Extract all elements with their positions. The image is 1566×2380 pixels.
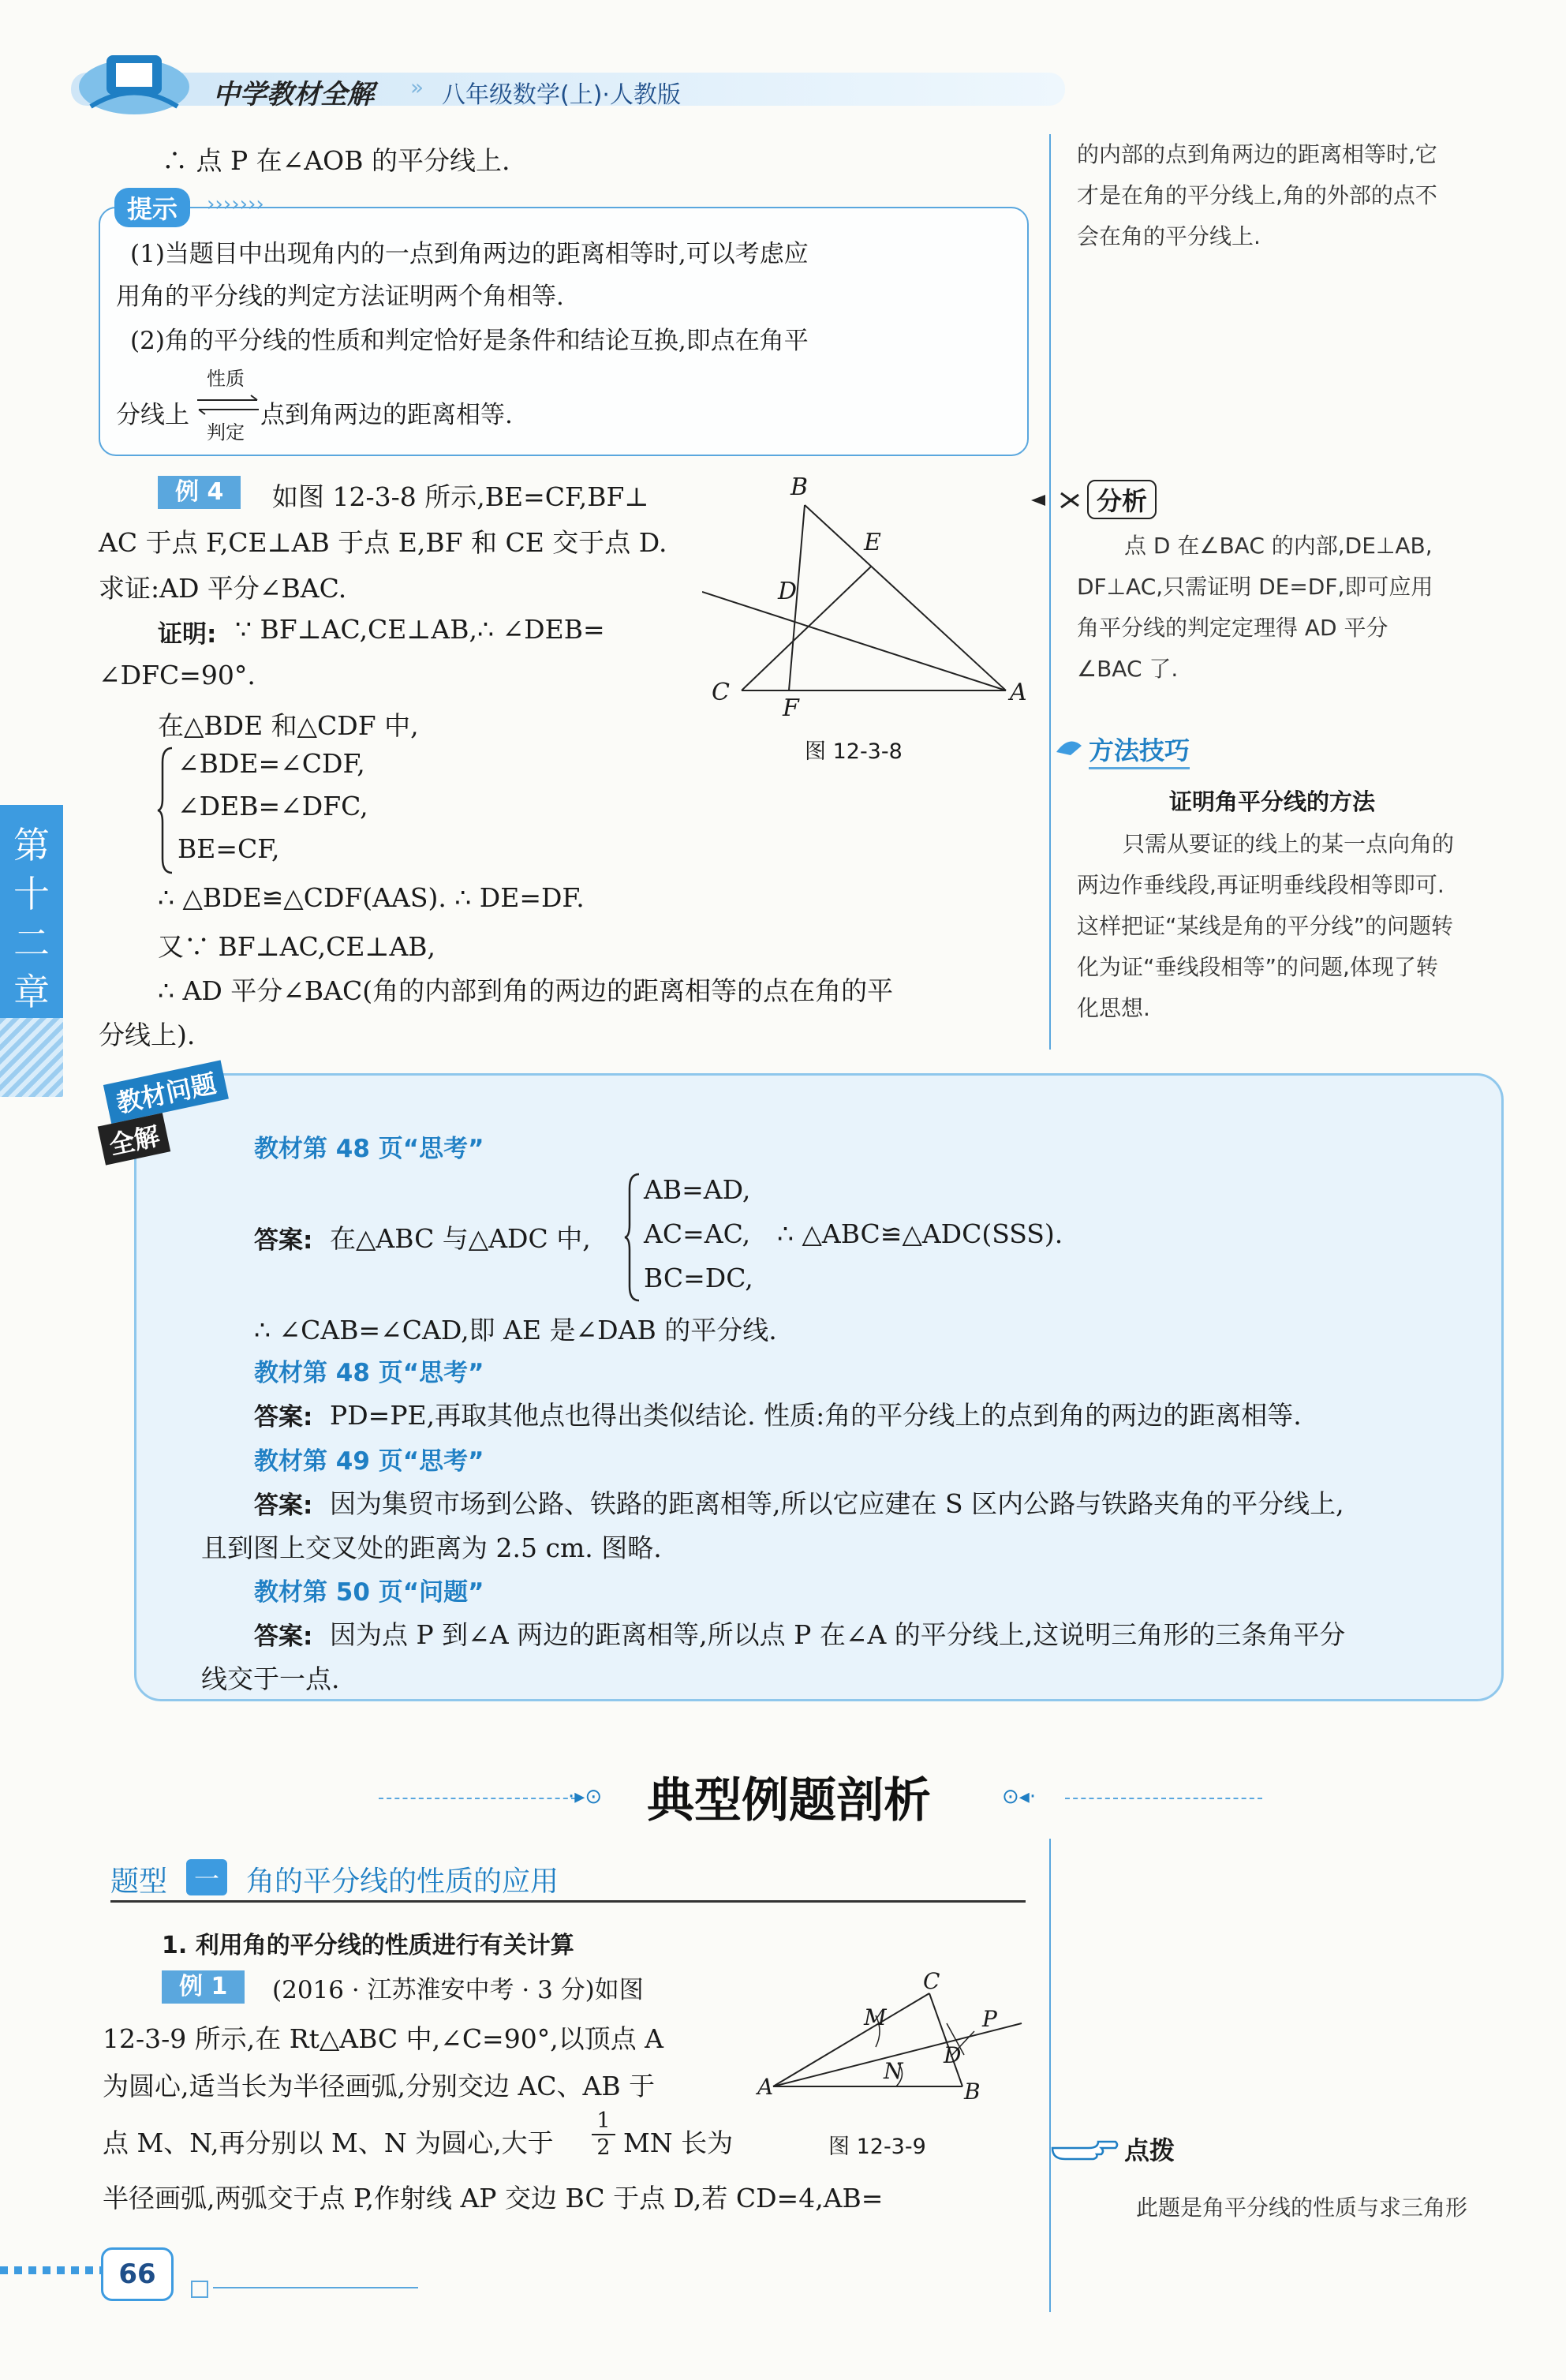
fig-label-C: C: [712, 679, 730, 706]
column-divider: [1049, 134, 1051, 1050]
chapter-char-4: 章: [13, 971, 50, 1013]
example1-tag: 例 1: [162, 1970, 245, 2004]
example1-fraction: [592, 2109, 615, 2161]
example1-l2: 12-3-9 所示,在 Rt△ABC 中,∠C=90°,以顶点 A: [103, 2023, 664, 2054]
tb-a4-label: 答案:: [254, 1622, 313, 1651]
tip-arrow-top: 性质: [207, 368, 245, 390]
tip-chevrons-icon: ›››››››: [207, 193, 264, 216]
analysis-label: 分析: [1087, 480, 1157, 519]
figure-12-3-8: [702, 473, 1033, 765]
chapter-char-3: 二: [13, 922, 50, 964]
example4-sys1: ∠BDE=∠CDF,: [178, 748, 365, 779]
section-rule-right: [1065, 1798, 1262, 1801]
frac-num: 1: [592, 2109, 615, 2135]
side-top-l1: 的内部的点到角两边的距离相等时,它: [1077, 141, 1437, 167]
proof-label: 证明:: [158, 620, 217, 649]
tb-a3b: 且到图上交叉处的距离为 2.5 cm. 图略.: [201, 1532, 662, 1563]
tb-a1-pre: 在△ABC 与△ADC 中,: [330, 1223, 591, 1254]
tip-p2b-pre: 分线上: [116, 401, 189, 429]
footer-rule: [213, 2287, 418, 2288]
fig-caption-12-3-8: 图 12-3-8: [805, 739, 903, 764]
hint-text: 此题是角平分线的性质与求三角形: [1136, 2195, 1468, 2221]
tip-p1b: 用角的平分线的判定方法证明两个角相等.: [116, 283, 564, 311]
fig2-label-D: D: [944, 2042, 962, 2068]
tb-a1-post: ∴ △ABC≌△ADC(SSS).: [777, 1218, 1063, 1249]
tb-a3-label: 答案:: [254, 1491, 313, 1520]
tb-q4: 教材第 50 页“问题”: [254, 1578, 484, 1607]
type1-num: 一: [186, 1859, 227, 1895]
example1-l4b: MN 长为: [623, 2127, 734, 2158]
type1-label: 题型: [110, 1865, 168, 1898]
tb-q1: 教材第 48 页“思考”: [254, 1135, 484, 1163]
example1-l1: (2016 · 江苏淮安中考 · 3 分)如图: [272, 1976, 644, 2004]
tb-q3: 教材第 49 页“思考”: [254, 1447, 484, 1476]
side-top-l3: 会在角的平分线上.: [1077, 223, 1261, 249]
header: [0, 0, 1566, 126]
tb-a1-line2: ∴ ∠CAB=∠CAD,即 AE 是∠DAB 的平分线.: [254, 1315, 777, 1345]
fig-label-B: B: [790, 473, 809, 501]
tb-a1-label: 答案:: [254, 1226, 313, 1255]
example4-p2: ∠DFC=90°.: [99, 660, 256, 690]
method-label: 方法技巧: [1089, 731, 1190, 769]
example4-p1: ∵ BF⊥AC,CE⊥AB,∴ ∠DEB=: [235, 614, 605, 645]
column-divider-bottom: [1049, 1839, 1051, 2312]
frac-den: 2: [596, 2135, 611, 2160]
type1-title: 角的平分线的性质的应用: [246, 1865, 559, 1898]
tip-p2a: (2)角的平分线的性质和判定恰好是条件和结论互换,即点在角平: [130, 327, 809, 355]
fig-label-A: A: [1010, 679, 1027, 706]
fig-label-E: E: [864, 529, 881, 556]
example4-p3: 在△BDE 和△CDF 中,: [158, 710, 419, 741]
example1-l5: 半径画弧,两弧交于点 P,作射线 AP 交边 BC 于点 D,若 CD=4,AB=: [103, 2183, 884, 2213]
analysis-l4: ∠BAC 了.: [1077, 656, 1179, 682]
tb-brace: [623, 1173, 642, 1302]
double-arrow-icon: [196, 391, 260, 414]
fig-caption-12-3-9: 图 12-3-9: [828, 2135, 926, 2159]
fig2-label-A: A: [757, 2074, 774, 2100]
method-l5: 化思想.: [1077, 995, 1150, 1021]
footer-box-icon: [191, 2281, 208, 2298]
hand-icon: [1049, 2127, 1120, 2162]
method-l3: 这样把证“某线是角的平分线”的问题转: [1077, 913, 1454, 939]
tb-q2: 教材第 48 页“思考”: [254, 1359, 484, 1387]
fig-label-F: F: [783, 694, 799, 722]
side-top-note: [1077, 134, 1519, 257]
method-icon: [1053, 734, 1085, 758]
method-l1: 只需从要证的线上的某一点向角的: [1123, 831, 1455, 857]
method-l2: 两边作垂线段,再证明垂线段相等即可.: [1077, 872, 1445, 898]
method-text: [1077, 824, 1519, 1029]
header-subtitle: 八年级数学(上)·人教版: [442, 81, 681, 109]
example4-p5: 又∵ BF⊥AC,CE⊥AB,: [158, 931, 436, 962]
example4-p6: ∴ AD 平分∠BAC(角的内部到角的两边的距离相等的点在角的平: [158, 975, 894, 1006]
tb-a2: PD=PE,再取其他点也得出类似结论. 性质:角的平分线上的点到角的两边的距离相等.: [330, 1400, 1302, 1431]
tip-p1a: (1)当题目中出现角内的一点到角两边的距离相等时,可以考虑应: [130, 240, 809, 268]
hint-label: 点拨: [1124, 2135, 1175, 2165]
tb-s2: AC=AC,: [644, 1218, 751, 1249]
chapter-char-2: 十: [13, 873, 50, 915]
tb-a2-label: 答案:: [254, 1403, 313, 1431]
analysis-l1: 点 D 在∠BAC 的内部,DE⊥AB,: [1124, 533, 1433, 559]
figure-12-3-9: [757, 1968, 1033, 2165]
side-top-l2: 才是在角的平分线上,角的外部的点不: [1077, 182, 1437, 208]
fig2-label-B: B: [964, 2079, 981, 2105]
pencil-icon: [1030, 488, 1085, 511]
chevrons-icon: »: [410, 74, 424, 100]
example4-p4: ∴ △BDE≌△CDF(AAS). ∴ DE=DF.: [158, 882, 585, 913]
type1-underline: [110, 1900, 1026, 1903]
fig2-label-C: C: [923, 1968, 940, 1994]
example4-l1: 如图 12-3-8 所示,BE=CF,BF⊥: [272, 481, 649, 512]
method-title: 证明角平分线的方法: [1169, 788, 1376, 815]
chapter-char-1: 第: [13, 824, 50, 866]
example4-p7: 分线上).: [99, 1020, 196, 1050]
sub1-heading: 1. 利用角的平分线的性质进行有关计算: [162, 1932, 574, 1959]
logo-icon: [75, 32, 193, 118]
example1-l4a: 点 M、N,再分别以 M、N 为圆心,大于: [103, 2127, 554, 2158]
page-number: 66: [101, 2247, 174, 2301]
section-title: 典型例题剖析: [647, 1773, 931, 1828]
fig2-label-M: M: [864, 2004, 887, 2030]
analysis-l3: 角平分线的判定定理得 AD 平分: [1077, 615, 1388, 641]
example4-sys2: ∠DEB=∠DFC,: [178, 791, 368, 821]
tip-arrow-bottom: 判定: [207, 421, 245, 443]
example4-sys3: BE=CF,: [178, 833, 280, 864]
chapter-tab-stripe: [0, 1018, 63, 1097]
example4-tag: 例 4: [158, 476, 241, 509]
fig2-label-P: P: [982, 2006, 997, 2032]
system-brace: [156, 747, 175, 874]
section-left-icon: ·▸⊙: [568, 1785, 603, 1809]
tip-label: 提示: [114, 188, 190, 227]
tip-p2b-post: 点到角两边的距离相等.: [260, 401, 513, 429]
example4-l3: 求证:AD 平分∠BAC.: [99, 573, 347, 604]
example4-l2: AC 于点 F,CE⊥AB 于点 E,BF 和 CE 交于点 D.: [99, 527, 667, 558]
badge-1: 教材问题: [103, 1060, 229, 1124]
fig2-label-N: N: [884, 2058, 903, 2084]
badge-2: 全解: [98, 1113, 171, 1165]
analysis-text: [1077, 526, 1519, 690]
header-brand: 中学教材全解: [213, 79, 374, 110]
tb-s1: AB=AD,: [644, 1174, 751, 1205]
section-rule-left: [379, 1798, 576, 1801]
tb-a3a: 因为集贸市场到公路、铁路的距离相等,所以它应建在 S 区内公路与铁路夹角的平分线上,: [330, 1488, 1344, 1519]
section-right-icon: ⊙◂·: [1002, 1785, 1037, 1809]
footer-dots: [0, 2266, 103, 2274]
analysis-l2: DF⊥AC,只需证明 DE=DF,即可应用: [1077, 574, 1433, 600]
top-conclusion: ∴ 点 P 在∠AOB 的平分线上.: [162, 145, 510, 176]
tb-a4a: 因为点 P 到∠A 两边的距离相等,所以点 P 在∠A 的平分线上,这说明三角形的三条角平分: [330, 1619, 1346, 1650]
fig-label-D: D: [778, 578, 798, 605]
method-l4: 化为证“垂线段相等”的问题,体现了转: [1077, 954, 1438, 980]
example1-l3: 为圆心,适当长为半径画弧,分别交边 AC、AB 于: [103, 2071, 656, 2101]
tb-a4b: 线交于一点.: [201, 1663, 340, 1694]
tb-s3: BC=DC,: [644, 1263, 753, 1293]
